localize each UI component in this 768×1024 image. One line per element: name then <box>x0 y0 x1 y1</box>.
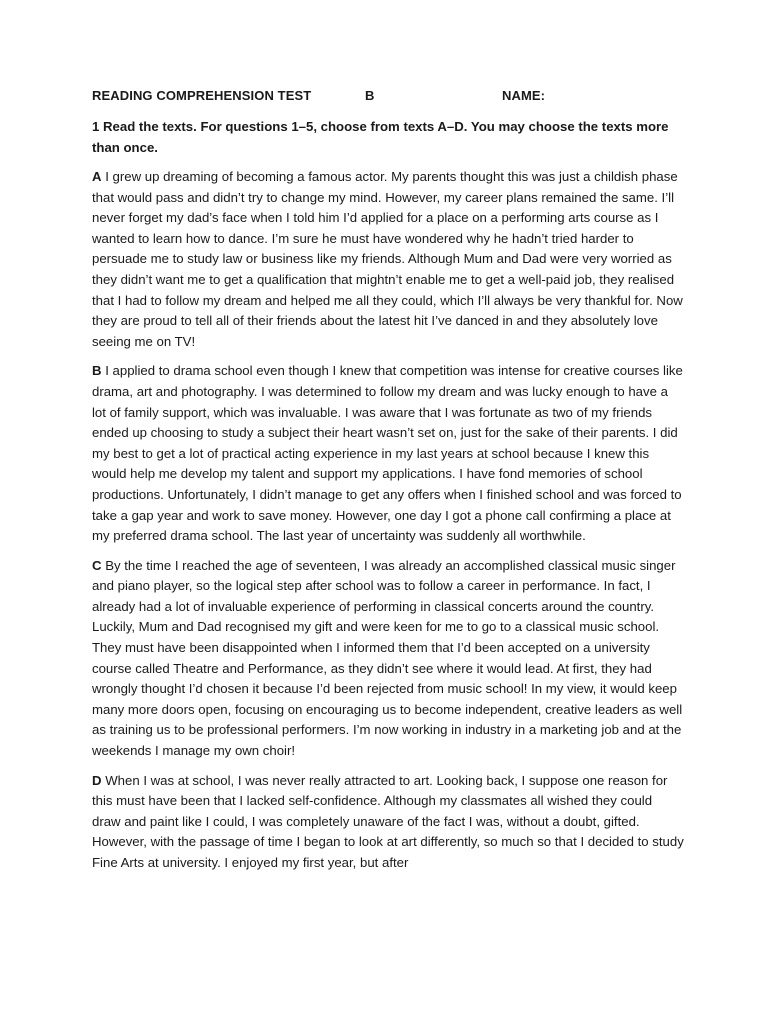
text-d-letter: D <box>92 772 102 788</box>
text-c-body: By the time I reached the age of seventeen, I was already an accomplished classical music singer and piano player, so the logical step after school was to follow a career in performance. In fact, I already had a lot of invaluable experience of performing in classical concerts around the country. Luckily, Mum and Dad recognised my gift and were keen for me to go to a classical music school. They must have been disappointed when I informed them that I’d been accepted on a university course called Theatre and Performance, as they didn’t see where it would lead. At first, they had wrongly thought I’d chosen it because I’d been rejected from music school! In my view, it would keep many more doors open, focusing on encouraging us to become independent, creative leaders as well as training us to be professional performers. I’m now working in industry in a marketing job and at the weekends I manage my own choir! <box>92 557 683 759</box>
text-d-body: When I was at school, I was never really attracted to art. Looking back, I suppose one reason for this must have been that I lacked self-confidence. Although my classmates all wished they could draw and paint like I could, I was completely unaware of the fact I was, without a doubt, gifted. However, with the passage of time I began to look at art differently, so much so that I decided to study Fine Arts at university. I enjoyed my first year, but after <box>92 772 684 870</box>
text-a-body: I grew up dreaming of becoming a famous actor. My parents thought this was just a childish phase that would pass and didn’t try to change my mind. However, my career plans remained the same. I’ll never forget my dad’s face when I told him I’d applied for a place on a performing arts course as I wanted to learn how to dance. I’m sure he must have wondered why he hadn’t tried harder to persuade me to study law or business like my friends. Although Mum and Dad were very worried as they didn’t want me to get a qualification that mightn’t enable me to get a well-paid job, they realised that I had to follow my dream and helped me all they could, which I’ll always be very thankful for. Now they are proud to tell all of their friends about the latest hit I’ve danced in and they absolutely love seeing me on TV! <box>92 169 683 349</box>
text-c-paragraph <box>92 556 684 762</box>
text-a-letter: A <box>92 169 102 184</box>
task-instructions: 1 Read the texts. For questions 1–5, choose from texts A–D. You may choose the texts more than once. <box>92 119 669 155</box>
page-content <box>92 88 684 874</box>
text-b-paragraph <box>92 361 684 546</box>
text-c-letter: C <box>92 557 102 573</box>
text-a-paragraph <box>92 167 684 352</box>
text-b-letter: B <box>92 363 102 379</box>
test-header <box>92 88 684 108</box>
text-d-paragraph <box>92 771 684 874</box>
test-version-label: B <box>365 88 375 103</box>
name-label: NAME: <box>502 88 546 103</box>
text-b-body: I applied to drama school even though I knew that competition was intense for creative courses like drama, art and photography. I was determined to follow my dream and was lucky enough to have a lot of family support, which was invaluable. I was aware that I was fortunate as two of my friends ended up choosing to study a subject their heart wasn’t set on, just for the sake of their parents. I did my best to get a lot of practical acting experience in my last years at school because I knew this would help me develop my talent and support my applications. I have fond memories of school productions. Unfortunately, I didn’t manage to get any offers when I finished school and was forced to take a gap year and work to save money. However, one day I got a phone call confirming a place at my preferred drama school. The last year of uncertainty was suddenly all worthwhile. <box>92 363 683 544</box>
test-title: READING COMPREHENSION TEST <box>92 88 312 103</box>
